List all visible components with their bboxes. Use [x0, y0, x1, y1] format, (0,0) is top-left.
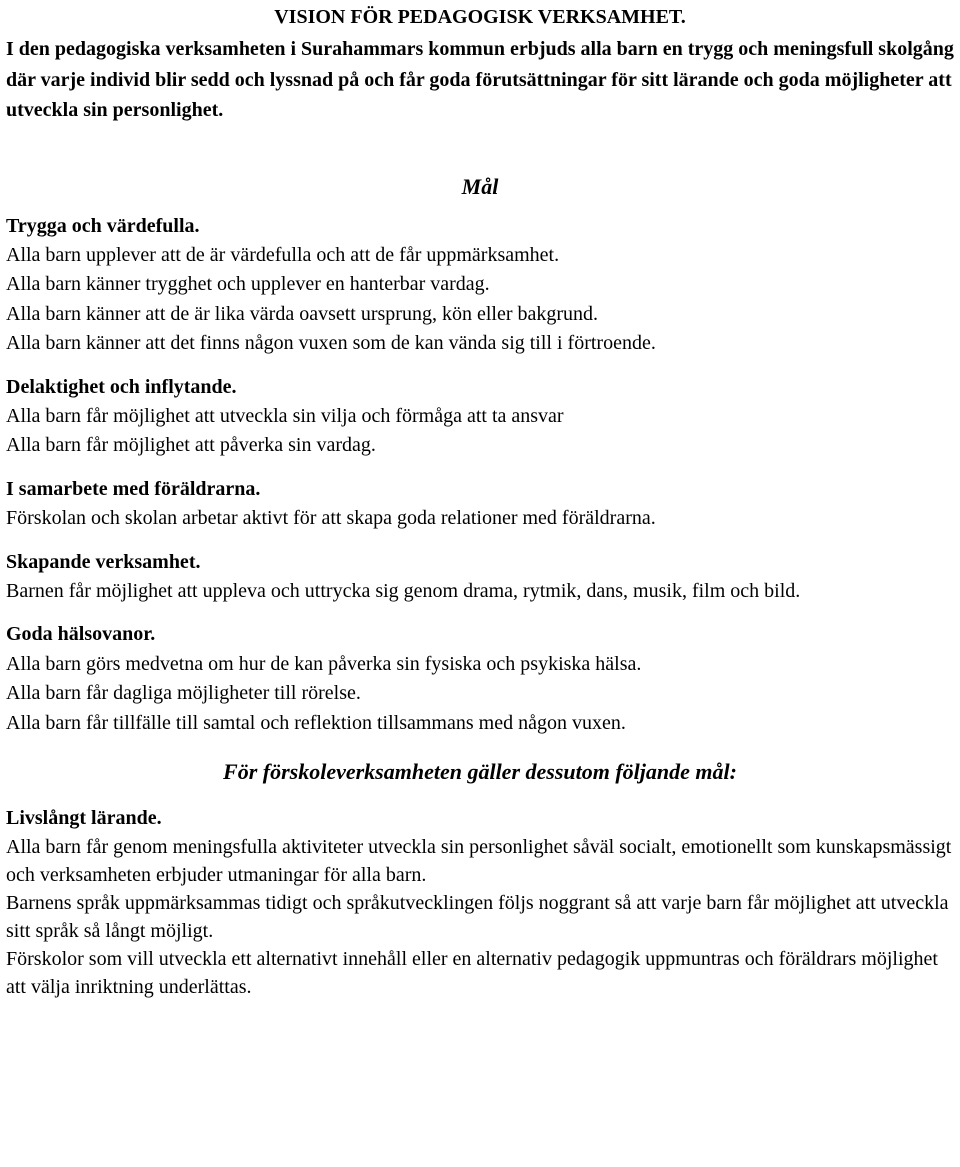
- section-line: Alla barn får möjlighet att utveckla sin vilja och förmåga att ta ansvar: [6, 404, 564, 427]
- section-trygga: [6, 212, 954, 359]
- goals-heading: Mål: [461, 173, 499, 199]
- section-halsovanor: [6, 620, 954, 738]
- section-line: Alla barn upplever att de är värdefulla och att de får uppmärksamhet.: [6, 243, 560, 266]
- section-line: Alla barn görs medvetna om hur de kan påverka sin fysiska och psykiska hälsa.: [6, 652, 642, 675]
- section-heading: Skapande verksamhet.: [6, 550, 201, 573]
- preschool-goals-heading: För förskoleverksamheten gäller dessutom följande mål:: [223, 759, 737, 784]
- section-heading: Trygga och värdefulla.: [6, 214, 200, 237]
- section-line: Alla barn får dagliga möjligheter till rörelse.: [6, 682, 361, 705]
- section-skapande: [6, 548, 954, 607]
- section-heading: I samarbete med föräldrarna.: [6, 477, 261, 500]
- section-heading: Delaktighet och inflytande.: [6, 375, 237, 398]
- section-heading: Livslångt lärande.: [6, 807, 162, 829]
- document-title: VISION FÖR PEDAGOGISK VERKSAMHET.: [274, 6, 686, 28]
- section-line: Alla barn känner att de är lika värda oavsett ursprung, kön eller bakgrund.: [6, 302, 599, 325]
- section-line: Förskolan och skolan arbetar aktivt för att skapa goda relationer med föräldrarna.: [6, 507, 656, 530]
- section-delaktighet: [6, 373, 954, 461]
- section-heading: Goda hälsovanor.: [6, 623, 156, 646]
- section-line: Barnen får möjlighet att uppleva och uttrycka sig genom drama, rytmik, dans, musik, film och bild.: [6, 579, 801, 602]
- section-line: Alla barn får möjlighet att påverka sin vardag.: [6, 434, 376, 457]
- section-line: Alla barn får tillfälle till samtal och reflektion tillsammans med någon vuxen.: [6, 711, 626, 734]
- section-line: Alla barn känner att det finns någon vuxen som de kan vända sig till i förtroende.: [6, 332, 656, 355]
- section-paragraph: Barnens språk uppmärksammas tidigt och språkutvecklingen följs noggrant så att varje barn får möjlighet att utveckla sitt språk så långt möjligt.: [6, 892, 949, 943]
- intro-paragraph: I den pedagogiska verksamheten i Surahammars kommun erbjuds alla barn en trygg och meningsfull skolgång där varje individ blir sedd och lyssnad på och får goda förutsättningar för sitt lärande och goda möjligheter att utveckla sin personlighet.: [6, 38, 954, 121]
- section-paragraph: Förskolor som vill utveckla ett alternativt innehåll eller en alternativ pedagogik uppmuntras och föräldrars möjlighet att välja inriktning underlättas.: [6, 948, 938, 999]
- section-paragraph: Alla barn får genom meningsfulla aktiviteter utveckla sin personlighet såväl socialt, emotionellt som kunskapsmässigt och verksamheten erbjuder utmaningar för alla barn.: [6, 836, 952, 887]
- section-samarbete: [6, 475, 954, 534]
- section-line: Alla barn känner trygghet och upplever en hanterbar vardag.: [6, 273, 490, 296]
- section-livslangt: [6, 804, 954, 1001]
